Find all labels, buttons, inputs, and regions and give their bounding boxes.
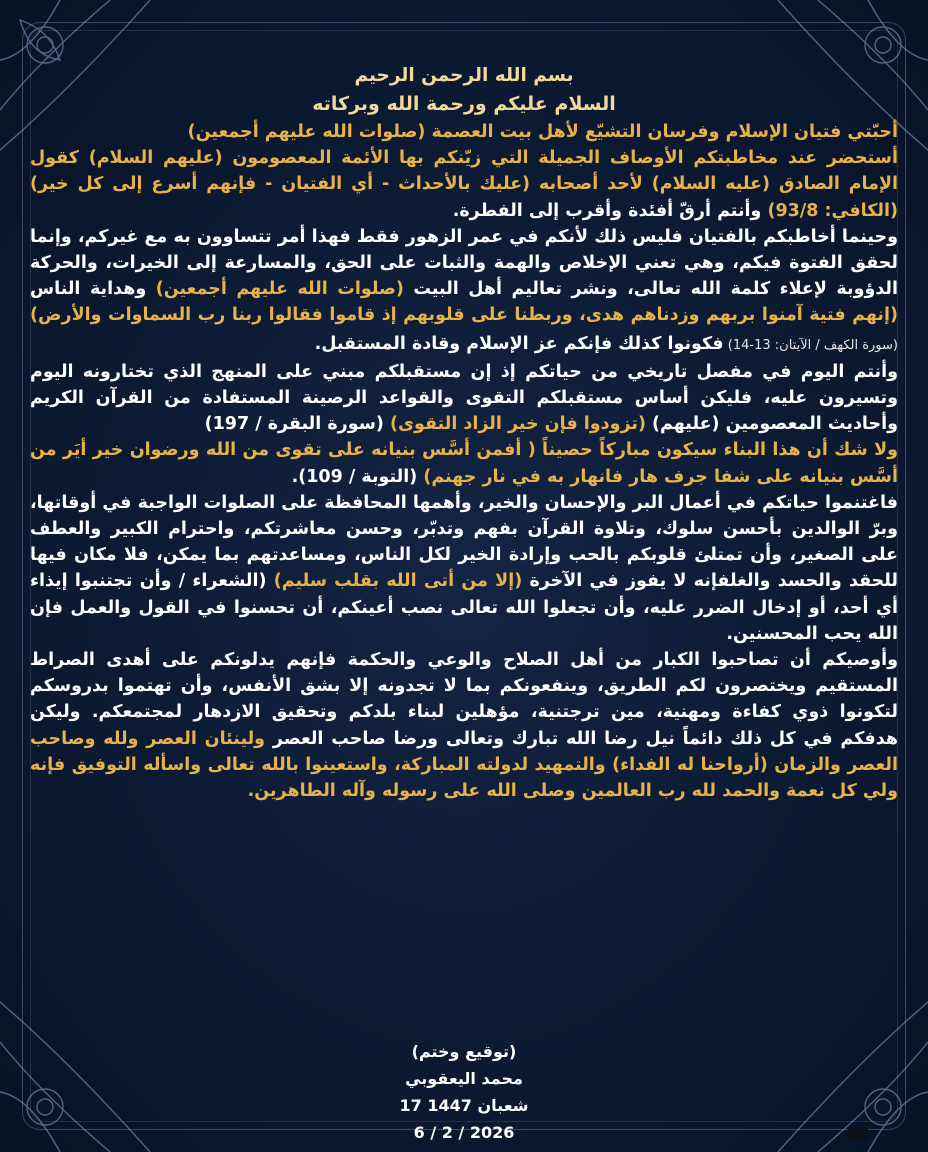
p5-text: فاغتنموا حياتكم في أعمال البر والإحسان والخير، وأهمها المحافظة على الصلوات الواجبة في أوقاتها، وبرّ الوالدين بأحسن سلوك، وتلاوة القرآن بفهم وتدبّر، وحسن معاشرتكم، واحترام الكبير والعطف على الصغير، وأن تمتلئ قلوبكم بالحب وإرادة الخير لكل الناس، ومساعدتهم بما يمكن، فلا مكان فيها للحقد والحسد والغلفإنه لا يفوز في الآخرة	[30, 492, 898, 592]
p5-text-b: وأن تجتنبوا إيذاء أي أحد، أو إدخال الضرر عليه، وأن تجعلوا الله تعالى نصب أعينكم، أن تحسنوا في القول والعمل فإن الله يحب المحسنين.	[30, 571, 898, 644]
p1-tail: وأنتم أرقّ أفئدة وأقرب إلى الفطرة.	[452, 200, 768, 221]
baqara-verse: (تزودوا فإن خير الزاد التقوى)	[390, 414, 653, 435]
shuara-reference: (الشعراء /	[171, 571, 274, 592]
shuara-verse: (إلا من أتى الله بقلب سليم)	[273, 571, 523, 592]
p3-text: وأنتم اليوم في مفصل تاريخي من حياتكم إذ إن مستقبلكم مبني على المنهج الذي تختارونه اليوم وتسيرون عليه، فليكن أساس مستقبلكم التقوى والقواعد الرصينة المستفادة من القرآن الكريم وأحاديث المعصومين	[30, 361, 898, 435]
paragraph-2	[30, 224, 898, 359]
address: أحبّتي فتيان الإسلام وفرسان التشيّع لأهل بيت العصمة (صلوات الله عليهم أجمعين)	[187, 122, 898, 142]
paragraph-3	[30, 359, 898, 438]
p2-salutation: (صلوات الله عليهم أجمعين)	[155, 279, 404, 300]
tawba-verse: ولا شك أن هذا البناء سيكون مباركاً حصيناً ( أفمن أسَّس بنيانه على تقوى من الله ورضوان خير أيَر من أسَّس بنيانه على شفا جرف هار فانهار به في نار جهنم)	[30, 440, 898, 487]
signature-block	[0, 1038, 928, 1146]
letter-body	[30, 62, 898, 804]
p2-text-b: وهداية الناس	[30, 279, 156, 300]
greeting: السلام عليكم ورحمة الله وبركاته	[312, 93, 616, 115]
p6-faded: ولينئان العصر ولله	[95, 728, 266, 749]
hijri-date: 17 شعبان 1447	[399, 1096, 529, 1115]
signer-name: محمد اليعقوبي	[405, 1069, 523, 1088]
kahf-reference: (سورة الكهف / الآيتان: 13-14)	[723, 337, 898, 353]
gregorian-date: 6 / 2 / 2026	[413, 1123, 515, 1142]
p6-closing: وصاحب العصر والزمان (أرواحنا له الفداء) والتمهيد لدولته المباركة، واستعينوا بالله تعالى واسأله التوفيق فإنه ولي كل نعمة والحمد لله رب العالمين وصلى الله على رسوله وآله الطاهرين.	[30, 728, 898, 802]
paragraph-5	[30, 490, 898, 647]
basmala: بسم الله الرحمن الرحيم	[354, 65, 574, 86]
kahf-verse: (إنهم فتية آمنوا بربهم وزدناهم هدى، وربطنا على قلوبهم إذ قاموا فقالوا ربنا رب السماوات والأرض)	[30, 305, 898, 326]
signature-label: (توقيع وختم)	[411, 1042, 517, 1061]
tawba-reference: (التوبة / 109).	[291, 466, 424, 487]
p3-salutation: (عليهم)	[652, 414, 720, 435]
p2-text: وحينما أخاطبكم بالفتيان فليس ذلك لأنكم في عمر الزهور فقط فهذا أمر تتساوون به مع غيركم، وإنما لحقق الفتوة فيكم، وهي تعني الإخلاص والهمة والثبات على الحق، والمسارعة إلى الخيرات، والحركة الدؤوبة لإعلاء كلمة الله تعالى، ونشر تعاليم أهل البيت	[30, 226, 899, 300]
corner-mark	[848, 1128, 868, 1140]
paragraph-4	[30, 437, 898, 489]
p2-text-c: فكونوا كذلك فإنكم عز الإسلام وقادة المستقبل.	[314, 333, 724, 354]
p6-text: وأوصيكم أن تصاحبوا الكبار من أهل الصلاح والوعي والحكمة فإنهم يدلونكم على أهدى الصراط المستقيم ويختصرون لكم الطريق، وينفعونكم بما لا تجدونه إلا بشق الأنفس، وأن تهتموا بدروسكم لتكونوا ذوي كفاءة ومهنية، مين ترجتنية، مؤهلين لبناء بلدكم وتحقيق الازدهار لمجتمعكم. وليكن هدفكم في كل ذلك دائماً نيل رضا الله تبارك وتعالى ورضا صاحب العصر	[30, 650, 898, 749]
paragraph-6	[30, 647, 898, 804]
paragraph-1	[30, 145, 898, 224]
imam-quote: أستحضر عند مخاطبتكم الأوصاف الجميلة التي زيّنكم بها الأئمة المعصومون (عليهم السلام) كقول الإمام الصادق (عليه السلام) لأحد أصحابه (عليك بالأحداث - أي الفتيان - فإنهم أسرع إلى كل خير) (الكافي: 93/8)	[30, 148, 898, 221]
baqara-reference: (سورة البقرة / 197)	[204, 414, 391, 435]
